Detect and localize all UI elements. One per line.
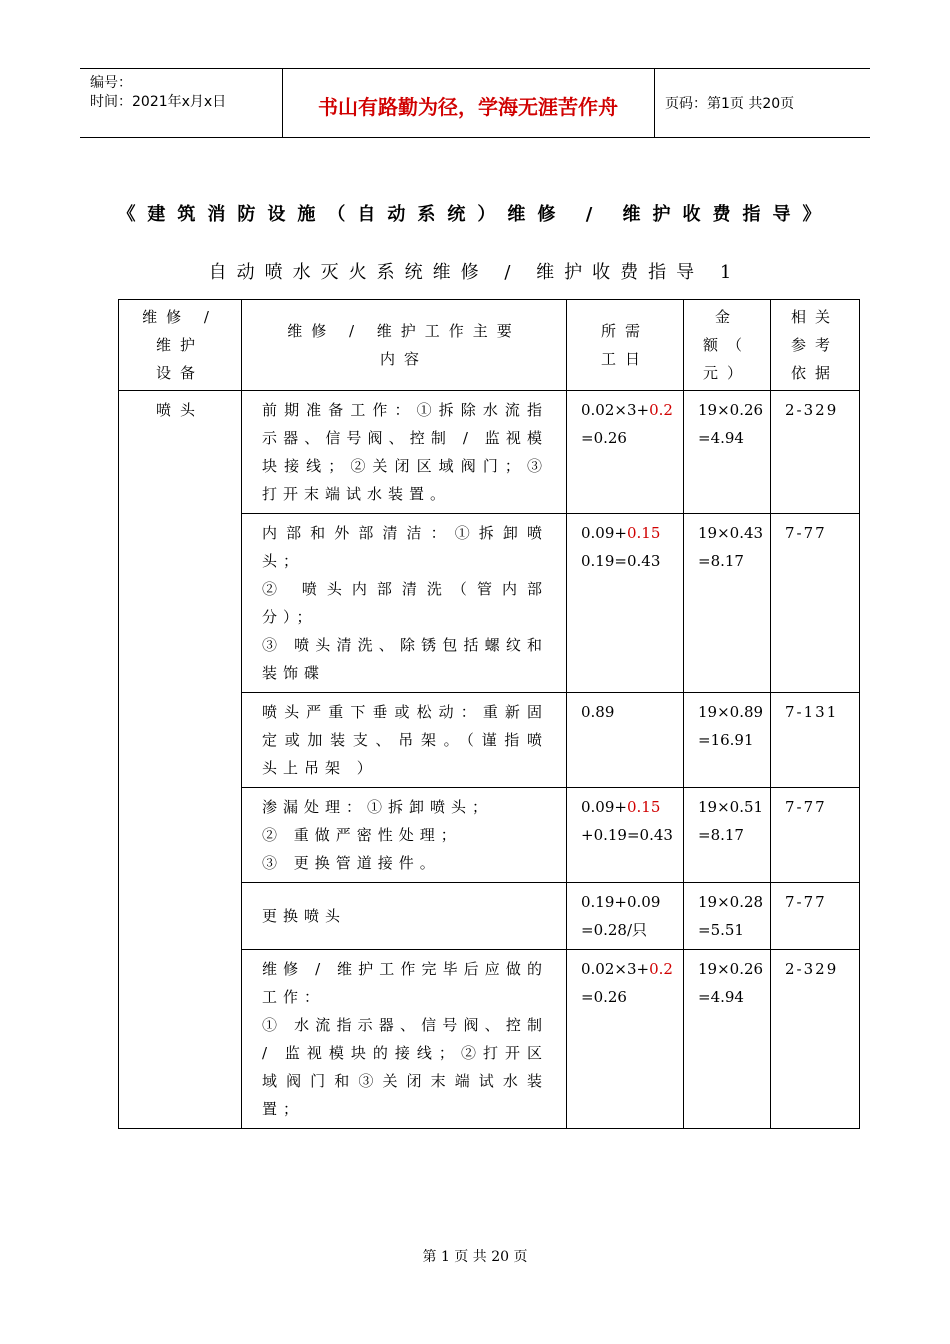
header-amount-line: 元） [702, 364, 751, 382]
ref-cell: 7-77 [771, 883, 860, 950]
days-highlight: 0.15 [626, 524, 661, 542]
header-content-line: 内容 [379, 350, 428, 368]
days-cell [567, 514, 684, 693]
header-meta-cell [80, 69, 283, 137]
fee-table [118, 299, 860, 1129]
days-value: 0.02×3+ [581, 401, 650, 419]
days-value: 0.09+ [581, 798, 627, 816]
header-basis-line: 参考 [790, 336, 839, 354]
header-days [567, 300, 684, 391]
amount-line: 19×0.28 [698, 893, 764, 911]
header-device-line: 维护 [155, 336, 204, 354]
days-result: =0.28/只 [581, 921, 648, 939]
ref-cell: 7-77 [771, 788, 860, 883]
days-cell [567, 693, 684, 788]
document-title: 《建筑消防设施（自动系统）维修 / 维护收费指导》 [117, 204, 833, 225]
amount-line: =8.17 [698, 552, 744, 570]
section-subtitle: 自动喷水灭火系统维修 / 维护收费指导 1 [208, 262, 742, 283]
table-header-row [119, 300, 860, 391]
days-value: 0.19+0.09 [581, 893, 661, 911]
days-cell [567, 391, 684, 514]
header-basis [771, 300, 860, 391]
content-cell [242, 788, 567, 883]
days-highlight: 0.2 [649, 401, 673, 419]
amount-line: 19×0.43 [698, 524, 764, 542]
number-label: 编号： [90, 75, 132, 91]
motto: 书山有路勤为径，学海无涯苦作舟 [318, 95, 618, 119]
device-cell: 喷头 [119, 391, 242, 1129]
amount-line: 19×0.26 [698, 960, 764, 978]
days-value: 0.02×3+ [581, 960, 650, 978]
date-label: 时间：2021年x月x日 [90, 94, 227, 110]
days-highlight: 0.15 [626, 798, 661, 816]
content-line: 更换喷头 [262, 907, 347, 925]
content-cell [242, 950, 567, 1129]
content-line: 维修 / 维护工作完毕后应做的工作： [262, 960, 548, 1006]
content-cell [242, 391, 567, 514]
days-cell [567, 883, 684, 950]
ref-cell: 7-131 [771, 693, 860, 788]
header-amount-line: 额（ [702, 336, 751, 354]
days-value: 0.09+ [581, 524, 627, 542]
days-result: 0.19=0.43 [581, 552, 661, 570]
header-content [242, 300, 567, 391]
content-line: ② 重做严密性处理； [262, 826, 462, 844]
ref-cell: 7-77 [771, 514, 860, 693]
amount-cell [684, 693, 771, 788]
content-line: 前期准备工作：①拆除水流指示器、信号阀、控制 / 监视模块接线；②关闭区域阀门；③打开末端试水装置。 [262, 401, 548, 503]
ref-cell: 2-329 [771, 391, 860, 514]
days-cell [567, 788, 684, 883]
header-motto-cell [282, 69, 655, 137]
content-cell [242, 693, 567, 788]
header-device-line: 设备 [155, 364, 204, 382]
content-line: ② 喷头内部清洗（管内部分）； [262, 580, 548, 626]
content-line: ③ 更换管道接件。 [262, 854, 441, 872]
days-result: =0.26 [581, 429, 627, 447]
content-cell [242, 514, 567, 693]
amount-line: 19×0.26 [698, 401, 764, 419]
amount-line: =4.94 [698, 988, 744, 1006]
content-line: 内部和外部清洁：①拆卸喷头； [262, 524, 548, 570]
amount-line: =8.17 [698, 826, 744, 844]
amount-line: =5.51 [698, 921, 744, 939]
header-device-line: 维修 / [142, 308, 218, 326]
document-header [80, 68, 870, 138]
header-days-line: 所需 [600, 322, 649, 340]
content-cell [242, 883, 567, 950]
amount-line: =4.94 [698, 429, 744, 447]
days-result: =0.26 [581, 988, 627, 1006]
header-page-cell [655, 69, 870, 137]
amount-cell [684, 391, 771, 514]
content-line: 喷头严重下垂或松动：重新固定或加装支、吊架。（谨指喷头上吊架 ） [262, 703, 548, 777]
table-row [119, 391, 860, 514]
header-device [119, 300, 242, 391]
amount-cell [684, 788, 771, 883]
days-cell [567, 950, 684, 1129]
header-days-line: 工日 [600, 350, 649, 368]
amount-cell [684, 950, 771, 1129]
amount-cell [684, 514, 771, 693]
amount-line: =16.91 [698, 731, 754, 749]
amount-line: 19×0.51 [698, 798, 764, 816]
days-value: 0.89 [581, 703, 615, 721]
amount-line: 19×0.89 [698, 703, 764, 721]
header-basis-line: 相关 [790, 308, 839, 326]
content-line: ① 水流指示器、信号阀、控制 / 监视模块的接线；②打开区域阀门和③关闭末端试水装置； [262, 1016, 548, 1118]
content-line: ③ 喷头清洗、除锈包括螺纹和装饰碟 [262, 636, 548, 682]
page-info: 页码：第1页 共20页 [665, 96, 795, 112]
content-line: 渗漏处理：①拆卸喷头； [262, 798, 494, 816]
header-content-line: 维修 / 维护工作主要 [287, 322, 521, 340]
header-basis-line: 依据 [790, 364, 839, 382]
header-amount [684, 300, 771, 391]
header-amount-line: 金 [714, 308, 739, 326]
amount-cell [684, 883, 771, 950]
ref-cell: 2-329 [771, 950, 860, 1129]
days-result: +0.19=0.43 [581, 826, 673, 844]
days-highlight: 0.2 [649, 960, 673, 978]
page-footer: 第 1 页 共 20 页 [422, 1249, 528, 1265]
